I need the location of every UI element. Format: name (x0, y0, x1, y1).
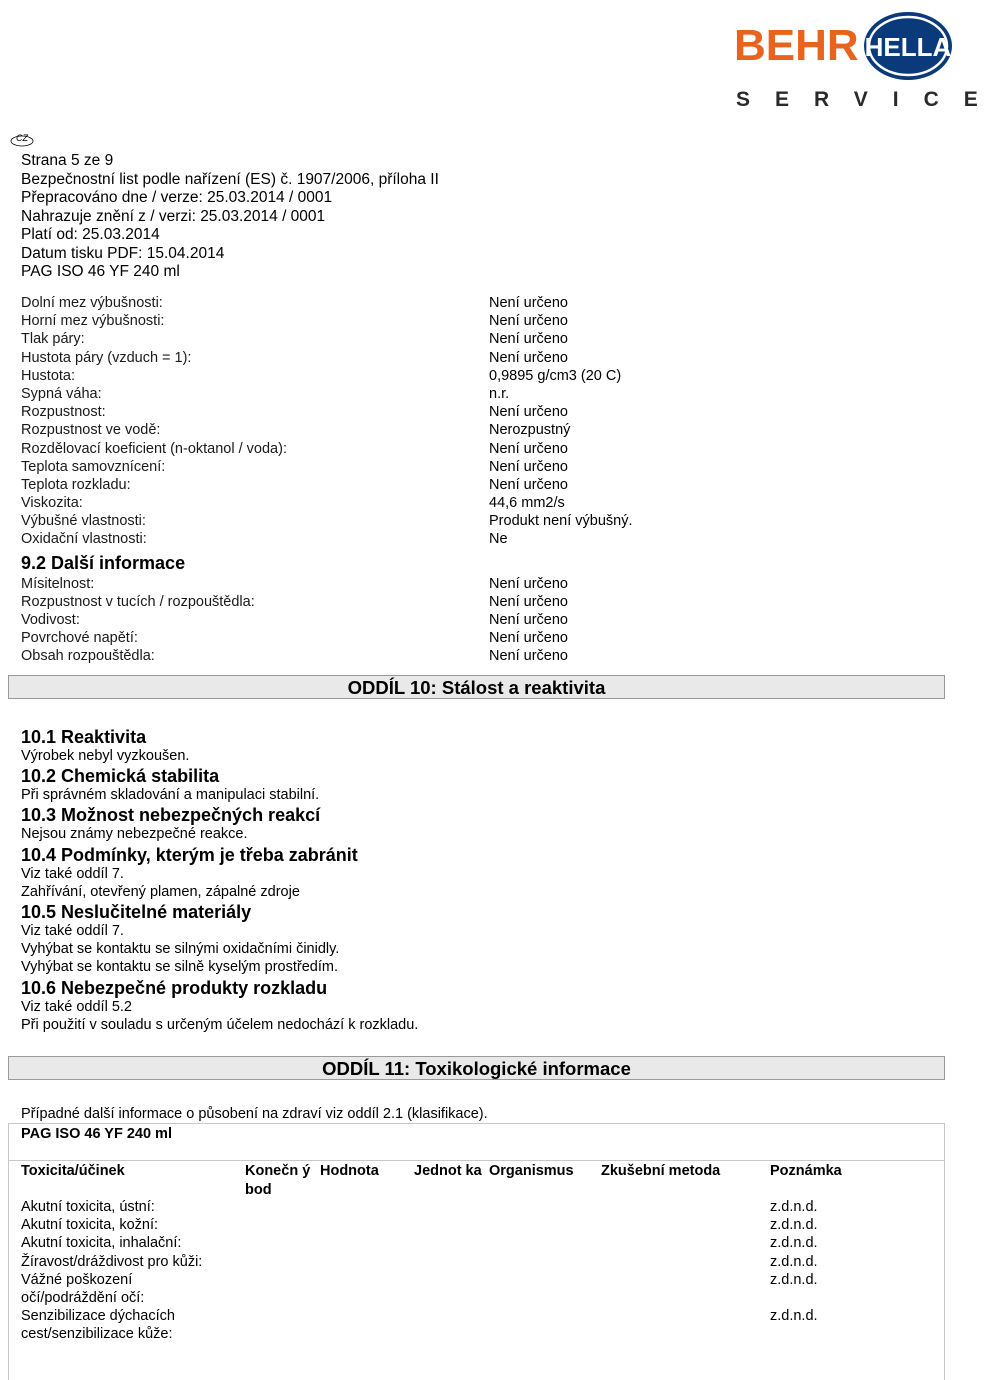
tox-effect-line: očí/podráždění očí: (21, 1290, 145, 1306)
property-row (21, 530, 941, 548)
tox-effect (21, 1234, 181, 1252)
property-value: Není určeno (489, 612, 568, 628)
property-row (21, 312, 941, 330)
property-value: Není určeno (489, 313, 568, 330)
tox-note: z.d.n.d. (770, 1271, 818, 1288)
property-label: Viskozita: (21, 495, 83, 512)
property-row (21, 512, 941, 530)
tox-effect-line: Senzibilizace dýchacích (21, 1308, 175, 1325)
property-row (21, 629, 941, 647)
tox-note: z.d.n.d. (770, 1235, 818, 1252)
subsection-text: Zahřívání, otevřený plamen, zápalné zdroje (21, 883, 300, 900)
property-label: Rozpustnost v tucích / rozpouštědla: (21, 593, 255, 610)
language-code: CZ (16, 133, 28, 143)
service-wordmark: SERVICE (736, 88, 1003, 111)
property-label: Výbušné vlastnosti: (21, 513, 146, 530)
tox-effect (21, 1253, 202, 1271)
property-label: Horní mez výbušnosti: (21, 313, 165, 330)
property-value: Ne (489, 531, 508, 548)
property-value: Nerozpustný (489, 422, 571, 439)
property-value: Není určeno (489, 404, 568, 421)
property-row (21, 611, 941, 629)
header-line: Nahrazuje znění z / verzi: 25.03.2014 / 0001 (21, 207, 326, 225)
property-row (21, 647, 941, 665)
tox-effect-line: Akutní toxicita, ústní: (21, 1199, 155, 1215)
property-row (21, 494, 941, 512)
tox-column-header: Jednot ka (414, 1163, 482, 1179)
property-value: Není určeno (489, 648, 568, 665)
property-row (21, 367, 941, 385)
subsection-heading: 10.1 Reaktivita (21, 727, 147, 747)
tox-column-header: Poznámka (770, 1163, 842, 1179)
header-line: Bezpečnostní list podle nařízení (ES) č. 1907/2006, příloha II (21, 170, 439, 188)
subsection-text: Vyhýbat se kontaktu se silně kyselým prostředím. (21, 959, 338, 976)
tox-effect (21, 1216, 158, 1234)
subsection-text: Viz také oddíl 7. (21, 923, 124, 940)
tox-column-header: Hodnota (320, 1163, 379, 1179)
property-label: Obsah rozpouštědla: (21, 648, 155, 665)
property-label: Povrchové napětí: (21, 630, 138, 647)
header-line: Datum tisku PDF: 15.04.2014 (21, 244, 225, 262)
subsection-text: Výrobek nebyl vyzkoušen. (21, 748, 190, 764)
property-row (21, 476, 941, 494)
property-label: Oxidační vlastnosti: (21, 531, 147, 548)
property-value: Není určeno (489, 476, 568, 493)
tox-column-header: Zkušební metoda (601, 1163, 721, 1179)
property-value: Není určeno (489, 630, 568, 647)
tox-effect-line: Žíravost/dráždivost pro kůži: (21, 1253, 203, 1270)
svg-text:HELLA: HELLA (864, 32, 952, 62)
property-label: Mísitelnost: (21, 575, 95, 592)
subsection-heading: 10.6 Nebezpečné produkty rozkladu (21, 977, 328, 998)
property-row (21, 593, 941, 611)
property-value: 44,6 mm2/s (489, 495, 565, 512)
property-label: Hustota páry (vzduch = 1): (21, 349, 192, 366)
subsection-heading: 10.2 Chemická stabilita (21, 766, 220, 787)
property-value: Není určeno (489, 593, 568, 610)
tox-note: z.d.n.d. (770, 1308, 818, 1325)
subsection-heading: 10.3 Možnost nebezpečných reakcí (21, 805, 321, 826)
tox-column-header: Organismus (489, 1163, 574, 1179)
tox-effect-line: cest/senzibilizace kůže: (21, 1326, 173, 1343)
property-label: Teplota rozkladu: (21, 476, 131, 493)
subsection-text: Vyhýbat se kontaktu se silnými oxidačními činidly. (21, 941, 340, 958)
property-row (21, 385, 941, 403)
property-row (21, 575, 941, 593)
property-label: Vodivost: (21, 612, 80, 628)
subsection-heading: 9.2 Další informace (21, 552, 186, 573)
property-row (21, 458, 941, 476)
property-row (21, 403, 941, 421)
property-label: Tlak páry: (21, 331, 85, 348)
section-10-heading: ODDÍL 10: Stálost a reaktivita (8, 675, 945, 699)
property-value: Není určeno (489, 440, 568, 457)
subsection-heading: 10.5 Neslučitelné materiály (21, 902, 252, 923)
property-row (21, 330, 941, 348)
tox-effect-line: Akutní toxicita, inhalační: (21, 1235, 182, 1252)
tox-note: z.d.n.d. (770, 1217, 818, 1234)
tox-note: z.d.n.d. (770, 1253, 818, 1270)
subsection-text: Nejsou známy nebezpečné reakce. (21, 826, 248, 843)
property-value: Není určeno (489, 295, 568, 311)
property-value: Produkt není výbušný. (489, 513, 633, 530)
property-label: Teplota samovznícení: (21, 458, 166, 475)
property-value: Není určeno (489, 331, 568, 348)
section-11-heading: ODDÍL 11: Toxikologické informace (8, 1056, 945, 1080)
property-value: Není určeno (489, 349, 568, 366)
header-line: PAG ISO 46 YF 240 ml (21, 263, 180, 280)
properties-table (21, 294, 941, 666)
tox-effect (21, 1307, 175, 1343)
header-line: Strana 5 ze 9 (21, 152, 114, 169)
property-label: Rozdělovací koeficient (n-oktanol / voda): (21, 440, 287, 457)
behr-logo (734, 21, 859, 70)
section-10-body (21, 726, 941, 1034)
language-badge (10, 134, 34, 146)
tox-effect-line: Akutní toxicita, kožní: (21, 1217, 159, 1234)
property-row (21, 294, 941, 312)
property-value: n.r. (489, 385, 510, 402)
svg-text:BEHR: BEHR (734, 21, 859, 70)
header-line: Platí od: 25.03.2014 (21, 226, 160, 243)
subsection-text: Při použití v souladu s určeným účelem nedochází k rozkladu. (21, 1016, 419, 1033)
tox-effect (21, 1198, 155, 1216)
section-11-intro: Případné další informace o působení na zdraví viz oddíl 2.1 (klasifikace). (21, 1106, 488, 1122)
tox-effect (21, 1271, 144, 1307)
header-line: Přepracováno dne / verze: 25.03.2014 / 0001 (21, 189, 333, 206)
property-row (21, 440, 941, 458)
document-header (21, 152, 439, 282)
property-row (21, 349, 941, 367)
property-value: Není určeno (489, 575, 568, 592)
property-label: Rozpustnost: (21, 404, 106, 421)
subsection-text: Při správném skladování a manipulaci stabilní. (21, 787, 320, 804)
property-label: Dolní mez výbušnosti: (21, 295, 163, 311)
subsection-text: Viz také oddíl 7. (21, 865, 124, 882)
tox-product-name: PAG ISO 46 YF 240 ml (21, 1126, 172, 1142)
tox-effect-line: Vážné poškození (21, 1271, 133, 1288)
hella-logo (862, 10, 954, 82)
logo-area (0, 0, 1003, 130)
tox-column-header: Konečn ý bod (245, 1163, 311, 1198)
property-label: Hustota: (21, 367, 75, 384)
property-value: 0,9895 g/cm3 (20 C) (489, 367, 622, 384)
tox-note: z.d.n.d. (770, 1199, 818, 1215)
property-label: Sypná váha: (21, 385, 102, 402)
subsection-heading: 10.4 Podmínky, kterým je třeba zabránit (21, 844, 358, 865)
subsection-text: Viz také oddíl 5.2 (21, 998, 132, 1015)
tox-column-header: Toxicita/účinek (21, 1163, 125, 1179)
property-row (21, 421, 941, 439)
property-value: Není určeno (489, 458, 568, 475)
property-label: Rozpustnost ve vodě: (21, 422, 161, 439)
